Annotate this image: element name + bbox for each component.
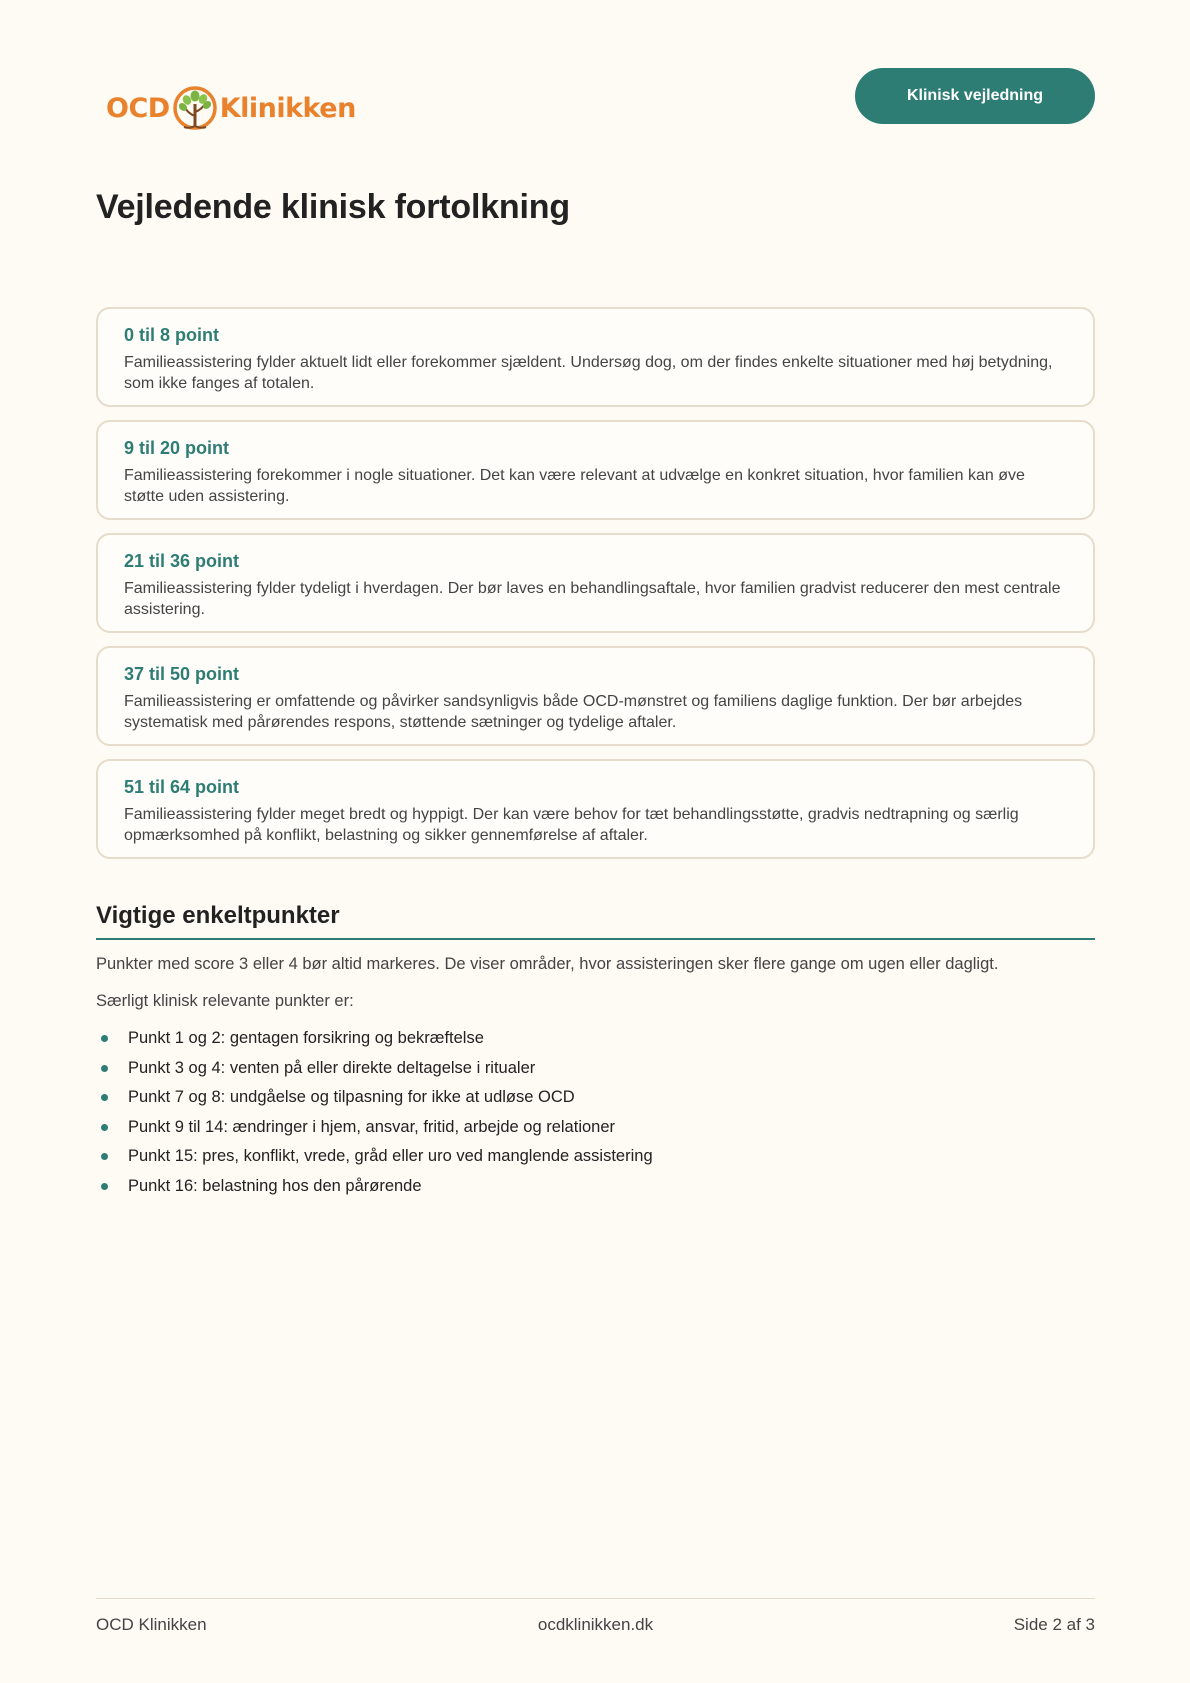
section-heading: Vigtige enkeltpunkter	[96, 902, 1095, 940]
klinisk-vejledning-badge: Klinisk vejledning	[855, 68, 1095, 124]
footer-page-number: Side 2 af 3	[1013, 1615, 1095, 1634]
score-band-card	[96, 420, 1095, 520]
score-band-card	[96, 759, 1095, 859]
page-title: Vejledende klinisk fortolkning	[96, 188, 570, 226]
score-band-range: 51 til 64 point	[124, 777, 240, 797]
list-item-text: Punkt 15: pres, konflikt, vrede, gråd eller uro ved manglende assistering	[128, 1147, 653, 1166]
score-band-card	[96, 307, 1095, 407]
list-item-text: Punkt 16: belastning hos den pårørende	[128, 1176, 422, 1195]
list-item	[96, 1116, 653, 1146]
bullet-icon	[101, 1035, 108, 1042]
bullet-icon	[101, 1065, 108, 1072]
score-band-range: 21 til 36 point	[124, 551, 240, 571]
relevant-points-list	[96, 1027, 653, 1205]
list-item	[96, 1086, 653, 1116]
score-band-range: 0 til 8 point	[124, 325, 220, 345]
list-item	[96, 1027, 653, 1057]
score-band-card	[96, 533, 1095, 633]
bullet-icon	[101, 1094, 108, 1101]
logo-text-klinikken: Klinikken	[219, 92, 356, 124]
logo-text-ocd: OCD	[106, 92, 170, 124]
bullet-icon	[101, 1153, 108, 1160]
footer-website: ocdklinikken.dk	[537, 1615, 654, 1634]
score-band-description: Familieassistering forekommer i nogle situationer. Det kan være relevant at udvælge en konkret situation, hvor familien kan øve støtte uden assistering.	[124, 467, 1025, 505]
list-item	[96, 1175, 653, 1205]
list-item-text: Punkt 7 og 8: undgåelse og tilpasning for ikke at udløse OCD	[128, 1088, 575, 1107]
score-band-description: Familieassistering fylder tydeligt i hverdagen. Der bør laves en behandlingsaftale, hvor familien gradvist reducerer den mest centrale assistering.	[124, 580, 1061, 618]
ocd-klinikken-logo	[106, 80, 356, 136]
list-item-text: Punkt 9 til 14: ændringer i hjem, ansvar, fritid, arbejde og relationer	[128, 1117, 616, 1136]
score-band-card	[96, 646, 1095, 746]
page-header	[96, 66, 1095, 130]
score-band-range: 9 til 20 point	[124, 438, 230, 458]
score-band-description: Familieassistering fylder meget bredt og hyppigt. Der kan være behov for tæt behandlingsstøtte, gradvis nedtrapning og særlig opmærksomhed på konflikt, belastning og sikker gennemførelse af aftaler.	[124, 806, 1019, 844]
section-subheading: Særligt klinisk relevante punkter er:	[96, 992, 354, 1010]
score-band-description: Familieassistering fylder aktuelt lidt eller forekommer sjældent. Undersøg dog, om der findes enkelte situationer med høj betydning, som ikke fanges af totalen.	[124, 354, 1053, 392]
list-item	[96, 1057, 653, 1087]
list-item-text: Punkt 1 og 2: gentagen forsikring og bekræftelse	[128, 1029, 484, 1047]
list-item	[96, 1145, 653, 1175]
page-footer	[96, 1598, 1095, 1645]
section-intro-text: Punkter med score 3 eller 4 bør altid markeres. De viser områder, hvor assisteringen sker flere gange om ugen eller dagligt.	[96, 955, 999, 973]
bullet-icon	[101, 1124, 108, 1131]
tree-logo-icon	[171, 82, 219, 134]
bullet-icon	[101, 1183, 108, 1190]
document-page	[96, 0, 1095, 1683]
score-band-list	[96, 307, 1095, 872]
score-band-range: 37 til 50 point	[124, 664, 240, 684]
footer-org-name: OCD Klinikken	[96, 1615, 207, 1634]
list-item-text: Punkt 3 og 4: venten på eller direkte deltagelse i ritualer	[128, 1058, 536, 1077]
score-band-description: Familieassistering er omfattende og påvirker sandsynligvis både OCD-mønstret og familiens daglige funktion. Der bør arbejdes systematisk med pårørendes respons, støttende sætninger og tydelige aftaler.	[124, 693, 1023, 731]
